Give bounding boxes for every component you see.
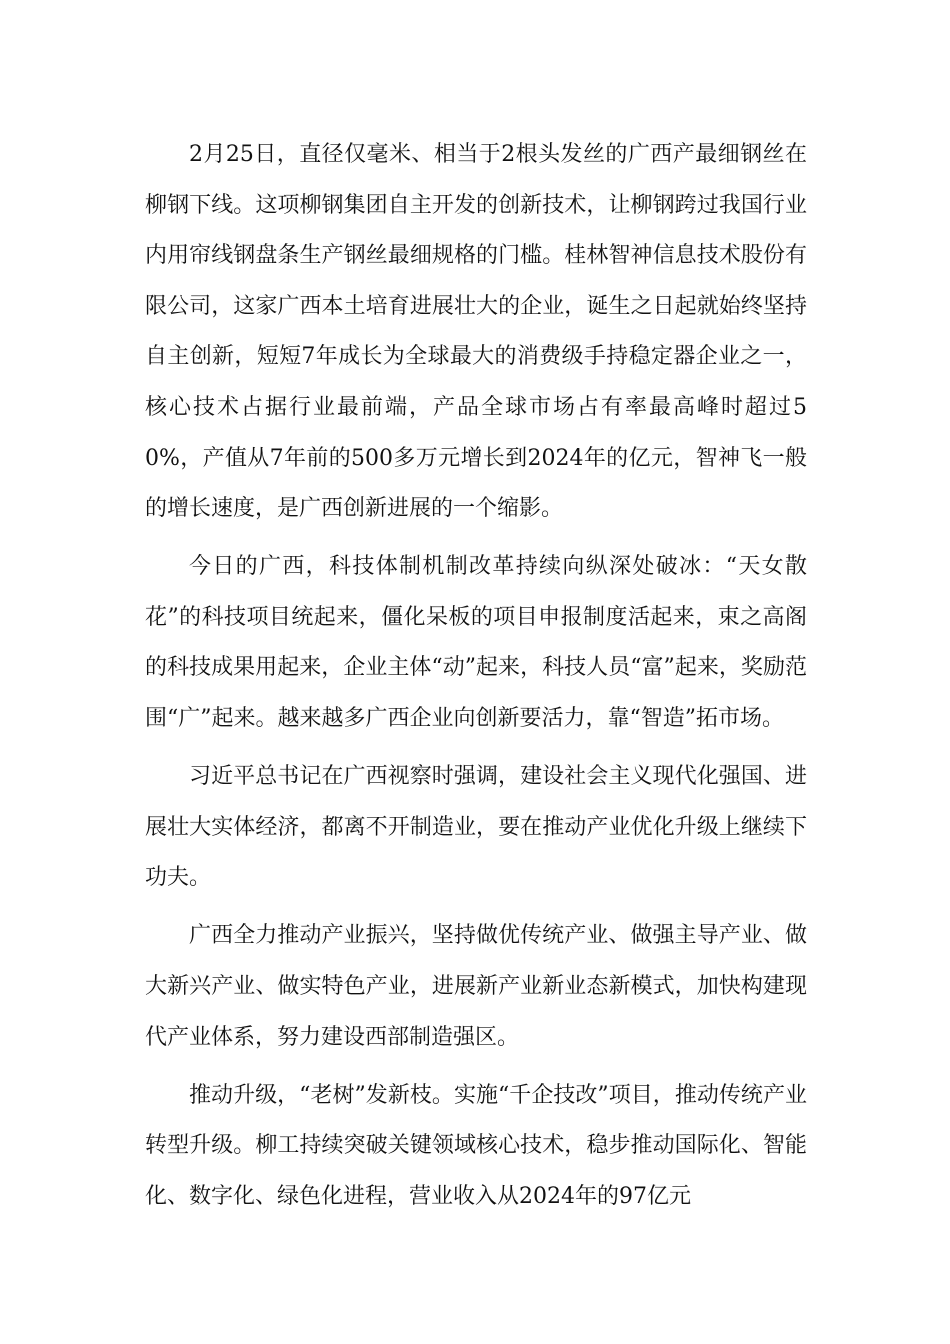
paragraph-4: 广西全力推动产业振兴，坚持做优传统产业、做强主导产业、做大新兴产业、做实特色产业，进展新产业新业态新模式，加快构建现代产业体系，努力建设西部制造强区。 — [145, 923, 807, 1050]
paragraph-3: 习近平总书记在广西视察时强调，建设社会主义现代化强国、进展壮大实体经济，都离不开制造业，要在推动产业优化升级上继续下功夫。 — [145, 764, 807, 891]
paragraph-2: 今日的广西，科技体制机制改革持续向纵深处破冰：“天女散花”的科技项目统起来，僵化呆板的项目申报制度活起来，束之高阁的科技成果用起来，企业主体“动”起来，科技人员“富”起来，奖励范围“广”起来。越来越多广西企业向创新要活力，靠“智造”拓市场。 — [145, 554, 807, 732]
paragraph-1: 2月25日，直径仅毫米、相当于2根头发丝的广西产最细钢丝在柳钢下线。这项柳钢集团自主开发的创新技术，让柳钢跨过我国行业内用帘线钢盘条生产钢丝最细规格的门槛。桂林智神信息技术股份有限公司，这家广西本土培育进展壮大的企业，诞生之日起就始终坚持自主创新，短短7年成长为全球最大的消费级手持稳定器企业之一，核心技术占据行业最前端，产品全球市场占有率最高峰时超过50%，产值从7年前的500多万元增长到2024年的亿元，智神飞一般的增长速度，是广西创新进展的一个缩影。 — [145, 142, 807, 522]
document-body — [145, 130, 807, 1230]
paragraph-5: 推动升级，“老树”发新枝。实施“千企技改”项目，推动传统产业转型升级。柳工持续突破关键领域核心技术，稳步推动国际化、智能化、数字化、绿色化进程，营业收入从2024年的97亿元 — [145, 1082, 807, 1209]
